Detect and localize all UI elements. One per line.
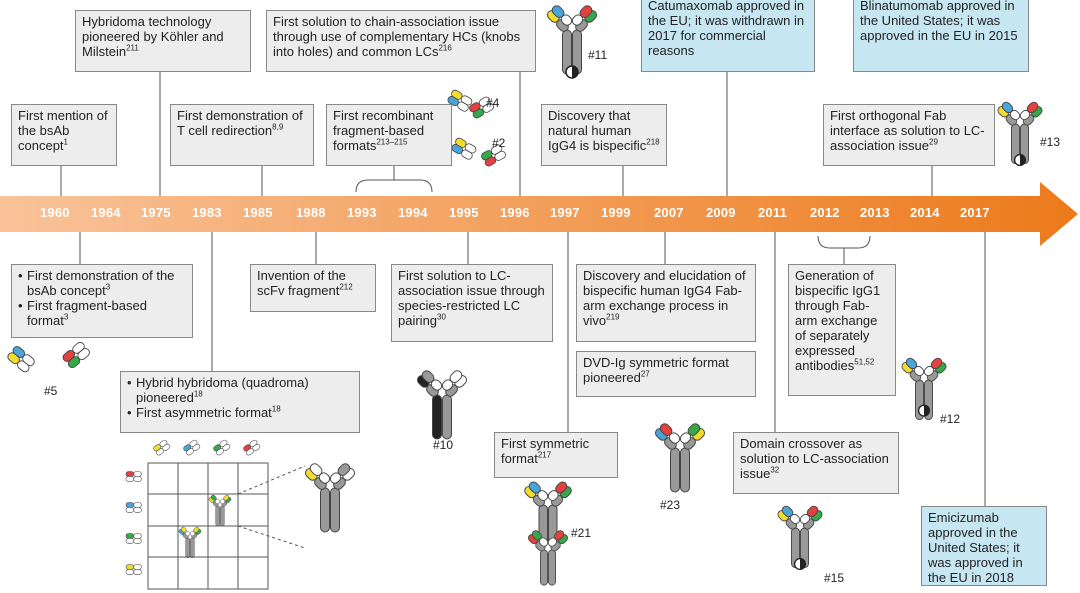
event-1996-ref: 216 (438, 43, 452, 53)
format-label-12: #12 (940, 412, 961, 426)
format-label-10: #10 (433, 438, 454, 452)
event-1983-bullet-1: • Hybrid hybridoma (quadroma) pioneered$^{18}$ (127, 375, 353, 405)
event-2011 (733, 432, 899, 494)
event-2007b-ref: 27 (640, 369, 650, 379)
event-2007a-ref: 219 (606, 312, 620, 322)
event-2007a (576, 264, 756, 342)
event-1997-text: First symmetric format (501, 436, 590, 466)
year-label-2014: 2014 (910, 205, 940, 220)
event-2014 (853, 0, 1029, 72)
antibody-quadroma (304, 462, 357, 532)
year-label-1985: 1985 (243, 205, 273, 220)
format-label-13: #13 (1040, 135, 1061, 149)
year-label-1995: 1995 (449, 205, 479, 220)
year-label-1996: 1996 (500, 205, 530, 220)
event-1960-ref: 1 (63, 137, 68, 147)
matrix-top-1 (183, 439, 201, 456)
event-1964-bullet-1: • First demonstration of the bsAb concept$^3$ (18, 268, 186, 298)
antibody-5-right (61, 341, 91, 370)
year-label-2012: 2012 (810, 205, 840, 220)
event-2017 (921, 506, 1047, 586)
event-1975 (75, 10, 251, 72)
event-1999 (541, 104, 667, 166)
event-2017-text: Emicizumab approved in the United States; it was approved in the EU in 2018 (928, 510, 1023, 585)
format-label-5: #5 (44, 384, 58, 398)
event-2007b (576, 351, 756, 397)
quadroma-matrix (148, 463, 305, 589)
event-1960 (11, 104, 117, 166)
event-2009-text: Catumaxomab approved in the EU; it was withdrawn in 2017 for commercial reasons (648, 0, 805, 58)
event-2011-ref: 32 (770, 465, 780, 475)
antibody-11 (546, 4, 599, 78)
event-1999-ref: 218 (646, 137, 660, 147)
event-2013 (823, 104, 995, 166)
event-1997 (494, 432, 618, 478)
bracket-2012-2013 (818, 236, 870, 264)
event-2013-text: First orthogonal Fab interface as solution to LC-association issue (830, 108, 985, 153)
year-label-1964: 1964 (91, 205, 121, 220)
antibody-5-left (6, 345, 36, 374)
event-2012 (788, 264, 896, 396)
year-label-1993: 1993 (347, 205, 377, 220)
matrix-side-3 (126, 565, 141, 575)
event-1993 (326, 104, 452, 166)
event-1993-text: First recombinant fragment-based formats (333, 108, 434, 153)
antibody-15 (776, 505, 823, 570)
event-1996-text: First solution to chain-association issue through use of complementary HCs (knobs into holes) and common LCs (273, 14, 521, 59)
antibody-10 (416, 369, 469, 439)
event-2012-ref: 51,52 (854, 357, 875, 367)
format-label-11: #11 (588, 48, 608, 62)
matrix-ab-1 (208, 494, 232, 526)
event-1988-ref: 212 (339, 282, 353, 292)
matrix-top-3 (243, 439, 261, 456)
matrix-side-1 (126, 503, 141, 513)
event-1988 (250, 264, 376, 312)
antibody-12 (900, 357, 947, 420)
event-1997-ref: 217 (537, 450, 552, 460)
year-label-1999: 1999 (601, 205, 631, 220)
event-1985 (170, 104, 314, 166)
bracket-1993-1994 (356, 166, 432, 192)
event-1983 (120, 371, 360, 433)
antibody-23 (654, 422, 707, 492)
year-label-2017: 2017 (960, 205, 990, 220)
event-2012-text: Generation of bispecific IgG1 through Fab-arm exchange of separately expressed antibodies (795, 268, 881, 373)
event-2013-ref: 29 (929, 137, 938, 147)
format-label-2: #2 (492, 136, 506, 150)
matrix-top-2 (213, 439, 231, 456)
event-2011-text: Domain crossover as solution to LC-association issue (740, 436, 889, 481)
event-1988-text: Invention of the scFv fragment (257, 268, 346, 298)
year-label-2009: 2009 (706, 205, 736, 220)
event-2007b-text: DVD-Ig symmetric format pioneered (583, 355, 729, 385)
matrix-side-2 (126, 534, 141, 544)
format-label-15: #15 (824, 571, 845, 585)
year-label-2007: 2007 (654, 205, 684, 220)
matrix-top-0 (153, 439, 171, 456)
event-1999-text: Discovery that natural human IgG4 is bispecific (548, 108, 647, 153)
event-1964 (11, 264, 193, 338)
year-label-1988: 1988 (296, 205, 326, 220)
event-1975-ref: 211 (126, 43, 139, 53)
event-1983-bullet-2: • First asymmetric format$^{18}$ (127, 405, 353, 420)
event-1985-ref: 8,9 (272, 122, 284, 132)
format-label-23: #23 (660, 498, 681, 512)
event-1995-ref: 30 (437, 312, 446, 322)
event-2007a-text: Discovery and elucidation of bispecific human IgG4 Fab-arm exchange process in vivo (583, 268, 746, 328)
event-1993-ref: 213–215 (376, 137, 408, 147)
year-label-2013: 2013 (860, 205, 890, 220)
format-label-4: #4 (486, 96, 500, 110)
matrix-ab-2 (178, 526, 202, 558)
event-2009 (641, 0, 815, 72)
year-label-1994: 1994 (398, 205, 428, 220)
format-label-21: #21 (571, 526, 592, 540)
event-1995 (391, 264, 553, 342)
year-label-1983: 1983 (192, 205, 222, 220)
event-1960-text: First mention of the bsAb concept (18, 108, 108, 153)
antibody-13 (996, 101, 1043, 166)
event-1995-text: First solution to LC-association issue through species-restricted LC pairing (398, 268, 545, 328)
antibody-2-a (451, 137, 478, 161)
event-1964-bullet-2: • First fragment-based format$^3$ (18, 298, 186, 328)
year-label-2011: 2011 (758, 205, 788, 220)
event-2014-text: Blinatumomab approved in the United States; it was approved in the EU in 2015 (860, 0, 1018, 43)
event-1985-text: First demonstration of T cell redirection (177, 108, 303, 138)
matrix-side-0 (126, 472, 141, 482)
event-1975-text: Hybridoma technology pioneered by Köhler and Milstein (82, 14, 224, 59)
year-label-1997: 1997 (550, 205, 580, 220)
event-1996 (266, 10, 536, 72)
year-label-1960: 1960 (40, 205, 70, 220)
year-label-1975: 1975 (141, 205, 171, 220)
